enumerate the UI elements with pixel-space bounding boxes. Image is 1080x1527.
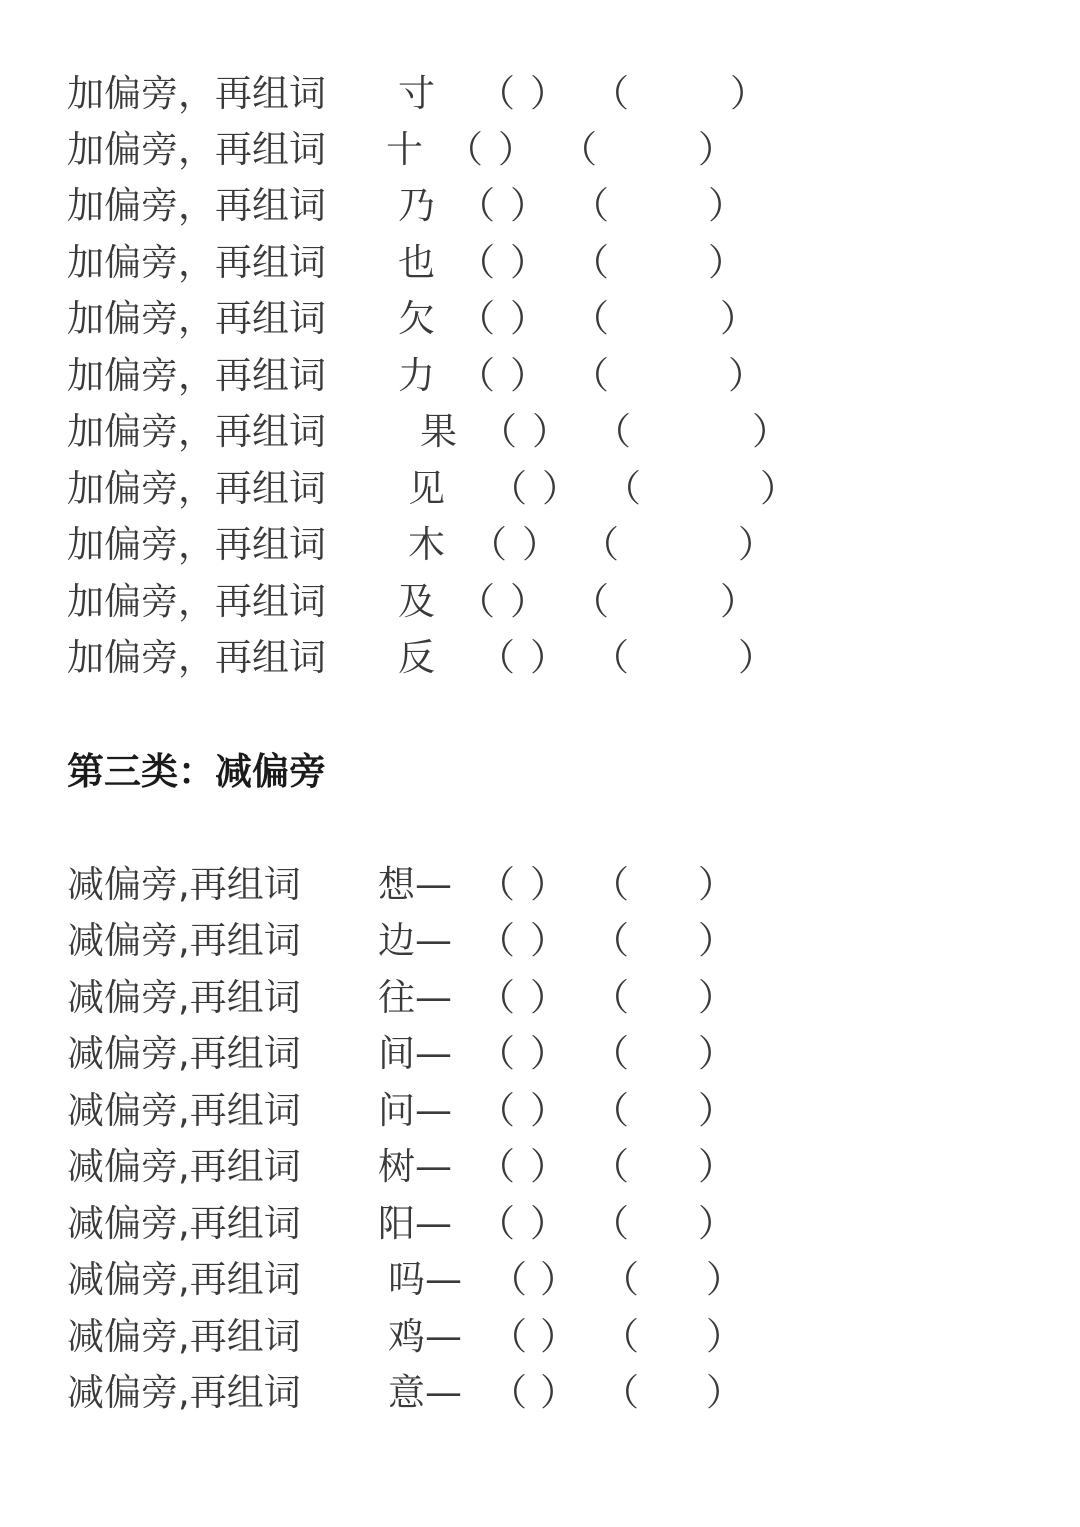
add-radical-row [0, 122, 1080, 178]
answer-open-paren: （ [458, 184, 495, 227]
answer-open-paren: （ [458, 354, 495, 397]
word-close-paren: ） [738, 523, 775, 566]
word-open-paren: （ [572, 297, 609, 340]
answer-open-paren: （ [458, 580, 495, 623]
word-open-paren: （ [560, 128, 597, 171]
word-close-paren: ） [698, 919, 735, 962]
row-prompt: 加偏旁，再组词 [67, 636, 326, 679]
row-prompt: 加偏旁，再组词 [67, 184, 326, 227]
word-open-paren: （ [572, 580, 609, 623]
base-character: 想— [378, 863, 452, 906]
answer-close-paren: ） [530, 863, 567, 906]
answer-open-paren: （ [470, 523, 507, 566]
row-prompt: 加偏旁，再组词 [67, 580, 326, 623]
base-character: 问— [378, 1089, 452, 1132]
word-open-paren: （ [572, 184, 609, 227]
word-open-paren: （ [572, 241, 609, 284]
word-open-paren: （ [602, 1258, 639, 1301]
answer-close-paren: ） [530, 636, 567, 679]
remove-radical-row [0, 913, 1080, 969]
word-open-paren: （ [604, 467, 641, 510]
word-open-paren: （ [592, 1202, 629, 1245]
answer-open-paren: （ [478, 72, 515, 115]
word-close-paren: ） [728, 354, 765, 397]
answer-open-paren: （ [478, 636, 515, 679]
answer-open-paren: （ [490, 1258, 527, 1301]
add-radical-row [0, 404, 1080, 460]
word-close-paren: ） [738, 636, 775, 679]
add-radical-row [0, 66, 1080, 122]
base-character: 力 [398, 354, 435, 397]
remove-radical-row [0, 1196, 1080, 1252]
word-close-paren: ） [752, 410, 789, 453]
base-character: 见 [408, 467, 445, 510]
word-close-paren: ） [698, 1145, 735, 1188]
remove-radical-row [0, 1309, 1080, 1365]
word-close-paren: ） [698, 1202, 735, 1245]
base-character: 往— [378, 976, 452, 1019]
base-character: 十 [386, 128, 423, 171]
add-radical-row [0, 178, 1080, 234]
answer-close-paren: ） [530, 1032, 567, 1075]
word-close-paren: ） [706, 1371, 743, 1414]
row-prompt: 减偏旁,再组词 [67, 919, 301, 962]
row-prompt: 加偏旁，再组词 [67, 72, 326, 115]
answer-open-paren: （ [490, 1371, 527, 1414]
remove-radical-row [0, 1365, 1080, 1421]
word-open-paren: （ [592, 976, 629, 1019]
answer-close-paren: ） [530, 1145, 567, 1188]
row-prompt: 加偏旁，再组词 [67, 297, 326, 340]
base-character: 果 [420, 410, 457, 453]
row-prompt: 减偏旁,再组词 [67, 1089, 301, 1132]
remove-radical-row [0, 1139, 1080, 1195]
answer-close-paren: ） [540, 1371, 577, 1414]
add-radical-row [0, 291, 1080, 347]
answer-close-paren: ） [510, 184, 547, 227]
base-character: 意— [388, 1371, 462, 1414]
base-character: 及 [398, 580, 435, 623]
row-prompt: 减偏旁,再组词 [67, 1202, 301, 1245]
row-prompt: 减偏旁,再组词 [67, 1032, 301, 1075]
answer-open-paren: （ [458, 241, 495, 284]
word-close-paren: ） [698, 863, 735, 906]
answer-close-paren: ） [542, 467, 579, 510]
answer-close-paren: ） [510, 241, 547, 284]
base-character: 寸 [398, 72, 435, 115]
remove-radical-row [0, 1083, 1080, 1139]
word-close-paren: ） [706, 1315, 743, 1358]
base-character: 乃 [398, 184, 435, 227]
answer-close-paren: ） [530, 919, 567, 962]
remove-radical-row [0, 970, 1080, 1026]
row-prompt: 加偏旁，再组词 [67, 467, 326, 510]
answer-close-paren: ） [540, 1258, 577, 1301]
answer-open-paren: （ [446, 128, 483, 171]
word-close-paren: ） [760, 467, 797, 510]
word-open-paren: （ [582, 523, 619, 566]
row-prompt: 减偏旁,再组词 [67, 1315, 301, 1358]
row-prompt: 加偏旁，再组词 [67, 410, 326, 453]
add-radical-row [0, 517, 1080, 573]
base-character: 树— [378, 1145, 452, 1188]
add-radical-row [0, 574, 1080, 630]
word-close-paren: ） [708, 241, 745, 284]
word-close-paren: ） [698, 128, 735, 171]
answer-open-paren: （ [478, 1202, 515, 1245]
answer-open-paren: （ [478, 1145, 515, 1188]
word-open-paren: （ [592, 1145, 629, 1188]
answer-open-paren: （ [478, 1089, 515, 1132]
word-close-paren: ） [730, 72, 767, 115]
remove-radical-row [0, 1026, 1080, 1082]
add-radical-row [0, 630, 1080, 686]
base-character: 也 [398, 241, 435, 284]
word-open-paren: （ [592, 863, 629, 906]
base-character: 间— [378, 1032, 452, 1075]
word-close-paren: ） [720, 297, 757, 340]
base-character: 木 [408, 523, 445, 566]
row-prompt: 加偏旁，再组词 [67, 354, 326, 397]
word-close-paren: ） [720, 580, 757, 623]
answer-close-paren: ） [530, 72, 567, 115]
add-radical-row [0, 461, 1080, 517]
answer-open-paren: （ [490, 1315, 527, 1358]
add-radical-row [0, 235, 1080, 291]
row-prompt: 减偏旁,再组词 [67, 863, 301, 906]
word-close-paren: ） [698, 1089, 735, 1132]
answer-open-paren: （ [478, 1032, 515, 1075]
word-open-paren: （ [592, 636, 629, 679]
word-open-paren: （ [592, 919, 629, 962]
answer-close-paren: ） [510, 580, 547, 623]
row-prompt: 加偏旁，再组词 [67, 128, 326, 171]
answer-close-paren: ） [530, 1202, 567, 1245]
remove-radical-row [0, 1252, 1080, 1308]
base-character: 吗— [388, 1258, 462, 1301]
base-character: 阳— [378, 1202, 452, 1245]
answer-open-paren: （ [478, 919, 515, 962]
base-character: 鸡— [388, 1315, 462, 1358]
row-prompt: 减偏旁,再组词 [67, 976, 301, 1019]
row-prompt: 加偏旁，再组词 [67, 523, 326, 566]
word-close-paren: ） [698, 1032, 735, 1075]
word-close-paren: ） [708, 184, 745, 227]
base-character: 欠 [398, 297, 435, 340]
word-close-paren: ） [698, 976, 735, 1019]
row-prompt: 减偏旁,再组词 [67, 1371, 301, 1414]
row-prompt: 减偏旁,再组词 [67, 1258, 301, 1301]
answer-close-paren: ） [540, 1315, 577, 1358]
row-prompt: 减偏旁,再组词 [67, 1145, 301, 1188]
answer-open-paren: （ [490, 467, 527, 510]
add-radical-row [0, 348, 1080, 404]
remove-radical-row [0, 857, 1080, 913]
answer-close-paren: ） [530, 976, 567, 1019]
answer-close-paren: ） [498, 128, 535, 171]
base-character: 反 [398, 636, 435, 679]
answer-close-paren: ） [522, 523, 559, 566]
answer-open-paren: （ [478, 976, 515, 1019]
word-open-paren: （ [572, 354, 609, 397]
word-open-paren: （ [594, 410, 631, 453]
answer-close-paren: ） [510, 354, 547, 397]
word-open-paren: （ [602, 1315, 639, 1358]
word-open-paren: （ [592, 1089, 629, 1132]
row-prompt: 加偏旁，再组词 [67, 241, 326, 284]
word-open-paren: （ [592, 72, 629, 115]
answer-close-paren: ） [532, 410, 569, 453]
answer-open-paren: （ [458, 297, 495, 340]
answer-close-paren: ） [530, 1089, 567, 1132]
answer-open-paren: （ [478, 863, 515, 906]
word-open-paren: （ [602, 1371, 639, 1414]
word-open-paren: （ [592, 1032, 629, 1075]
answer-open-paren: （ [480, 410, 517, 453]
word-close-paren: ） [706, 1258, 743, 1301]
answer-close-paren: ） [510, 297, 547, 340]
base-character: 边— [378, 919, 452, 962]
section-heading-remove-radical: 第三类：减偏旁 [67, 750, 326, 793]
